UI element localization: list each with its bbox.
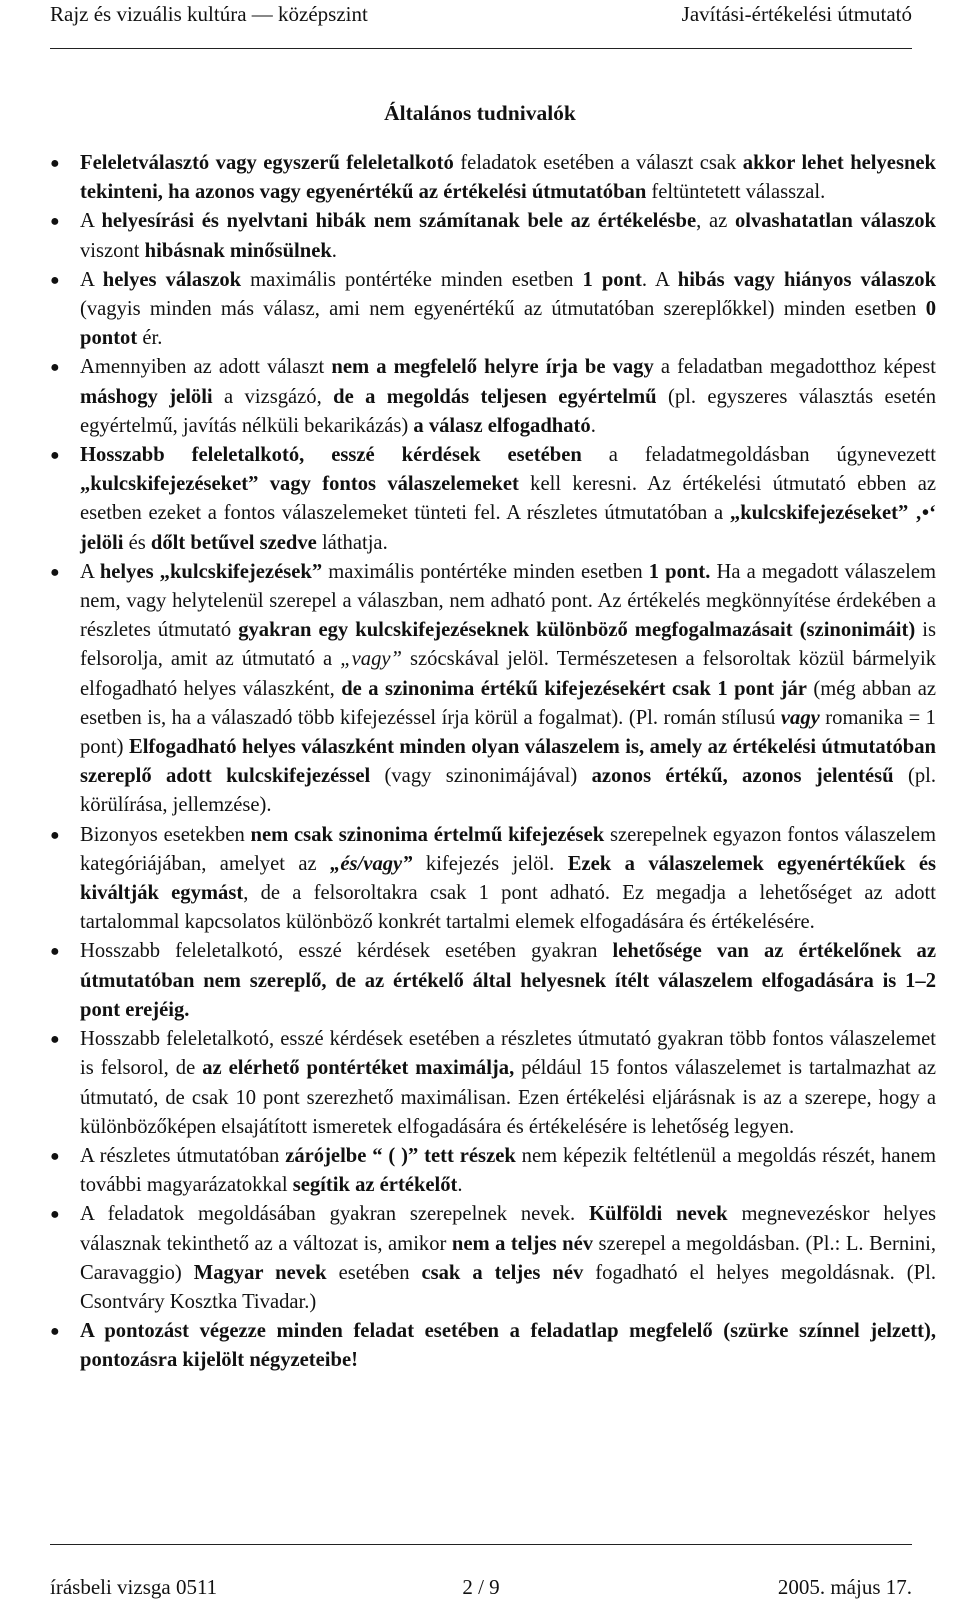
list-item-text: viszont	[80, 239, 145, 262]
list-item-text: Ezek a válaszelemek egyenértékűek és kiváltják egymást	[80, 852, 936, 905]
list-item-text: vagy	[780, 706, 820, 729]
list-item-text: ‚•‘	[915, 502, 936, 525]
list-item-text: .	[457, 1174, 463, 1197]
list-item-text: (még abban az esetben is, ha a válaszadó több kifejezéssel írja körül a fogalmat). (Pl. román stílusú	[80, 677, 936, 729]
list-item-text: szerepel a megoldásban. (Pl.: L. Bernini, Caravaggio)	[80, 1232, 936, 1284]
list-item-text: a feladatmegoldásban úgynevezett	[581, 444, 936, 467]
list-item-text: máshogy jelöli	[80, 385, 213, 408]
list-item	[50, 821, 936, 938]
bullet-icon: ●	[50, 563, 60, 581]
header-subject: Rajz és vizuális kultúra — középszint	[50, 2, 368, 26]
list-item-text: azonos értékű, azonos jelentésű	[591, 765, 894, 788]
list-item-text: (pl. egyszeres választás esetén egyértelmű, javítás nélküli bekarikázás)	[80, 385, 936, 437]
list-item-text: csak a teljes név	[421, 1261, 584, 1284]
list-item-text: A	[80, 268, 103, 291]
list-item-text: 0 pontot	[80, 298, 936, 350]
list-item	[50, 149, 936, 207]
list-item-text: Hosszabb feleletalkotó, esszé kérdések esetében	[80, 444, 582, 467]
list-item-text: .	[331, 239, 337, 262]
list-item	[50, 1317, 936, 1375]
footer-date: 2005. május 17.	[777, 1575, 912, 1599]
list-item-text: „kulcskifejezéseket”	[729, 502, 909, 525]
list-item-text: fogadható el helyes megoldásnak. (Pl. Csontváry Kosztka Tivadar.)	[80, 1261, 936, 1313]
list-item-text: helyes „kulcskifejezések”	[99, 560, 323, 583]
list-item-text: Elfogadható helyes válaszként minden olyan válaszelem is, amely az értékelési útmutatóban szereplő adott kulcskifejezéssel	[80, 736, 936, 788]
header-doc-type: Javítási-értékelési útmutató	[681, 2, 912, 26]
list-item-text: de a szinonima értékű kifejezésekért csak 1 pont jár	[341, 677, 807, 700]
bullet-icon: ●	[50, 359, 60, 377]
list-item-text: . A	[641, 268, 678, 291]
footer-exam-code: írásbeli vizsga 0511	[50, 1575, 218, 1599]
list-item-text: szerepelnek egyazon fontos válaszelem kategóriájában, amelyet az	[80, 823, 936, 875]
list-item-text: helyesírási és nyelvtani hibák nem számítanak bele az értékelésbe	[101, 210, 697, 233]
list-item-text: nem a megfelelő helyre írja be vagy	[331, 356, 654, 379]
list-item	[50, 1200, 936, 1317]
instruction-list	[50, 149, 936, 1376]
page-title: Általános tudnivalók	[384, 101, 576, 125]
bullet-icon: ●	[50, 826, 60, 844]
list-item-text: A	[80, 210, 102, 233]
list-item-text: az elérhető pontértéket maximálja,	[202, 1057, 515, 1080]
list-item-text: maximális pontértéke minden esetben	[241, 268, 583, 291]
list-item-text: A	[80, 560, 100, 583]
list-item-text: gyakran egy kulcskifejezéseknek különböző megfogalmazásait (szinonimáit)	[238, 619, 916, 642]
list-item-text: de a megoldás teljesen egyértelmű	[333, 385, 657, 408]
list-item-text: hibás vagy hiányos válaszok	[677, 268, 937, 291]
list-item-text: megnevezéskor helyes válasznak tekinthető az a változat is, amikor	[80, 1203, 936, 1255]
list-item	[50, 558, 936, 821]
list-item-text: romanika = 1 pont)	[80, 706, 936, 759]
list-item	[50, 937, 936, 1025]
bullet-icon: ●	[50, 213, 60, 231]
list-item-text: nem csak szinonima értelmű kifejezések	[250, 823, 605, 846]
bullet-icon: ●	[50, 271, 60, 289]
list-item-text: Külföldi nevek	[589, 1203, 728, 1226]
list-item	[50, 353, 936, 441]
list-item-text: segítik az értékelőt	[292, 1174, 458, 1197]
list-item-text: feladatok esetében a választ csak	[453, 152, 743, 174]
list-item	[50, 266, 936, 354]
list-item	[50, 441, 936, 558]
bullet-icon: ●	[50, 155, 60, 172]
list-item	[50, 1142, 936, 1200]
list-item-text: a válasz elfogadható	[413, 414, 591, 437]
bullet-icon: ●	[50, 447, 60, 465]
list-item-text: 1 pont	[582, 268, 642, 291]
bullet-icon: ●	[50, 1147, 60, 1165]
list-item-text: és	[123, 531, 151, 554]
list-item-text: „és/vagy”	[330, 852, 413, 875]
bullet-icon: ●	[50, 1031, 60, 1049]
list-item-text: Ha a megadott válaszelem nem, vagy helytelenül szerepel a válaszban, nem adható pont. Az értékelés megkönnyítése érdekében a részletes útmutató	[80, 560, 937, 642]
page-header	[50, 2, 912, 49]
list-item-text: Bizonyos esetekben	[80, 823, 251, 846]
bullet-icon: ●	[50, 1206, 60, 1224]
list-item-text: „vagy”	[340, 648, 402, 671]
footer-page-number: 2 / 9	[462, 1575, 500, 1599]
list-item-text: ér.	[137, 327, 163, 350]
list-item-text: lehetősége van az értékelőnek az útmutatóban nem szereplő, de az értékelő által helyesnek ítélt válaszelem elfogadására is 1–2 pont erejéig.	[80, 940, 936, 1021]
list-item-text: A pontozást végezze minden feladat esetében a feladatlap megfelelő (szürke színnel jelzett), pontozásra kijelölt négyzeteibe!	[80, 1320, 936, 1372]
list-item-text: a feladatban megadotthoz képest	[653, 356, 936, 379]
list-item-text: A részletes útmutatóban	[80, 1144, 286, 1167]
list-item-text: Amennyiben az adott választ	[80, 356, 332, 379]
list-item-text: , az	[696, 210, 735, 233]
list-item-text: nem a teljes név	[451, 1232, 594, 1255]
list-item-text: maximális pontértéke minden esetben	[322, 560, 649, 583]
list-item-text: olvashatatlan válaszok	[734, 210, 937, 233]
list-item-text: zárójelbe “ ( )” tett részek	[285, 1144, 516, 1167]
list-item-text: A feladatok megoldásában gyakran szerepelnek nevek.	[80, 1203, 590, 1226]
list-item-text: akkor lehet helyesnek tekinteni, ha azonos vagy egyenértékű az értékelési útmutatóban	[80, 152, 937, 204]
list-item-text: helyes válaszok	[102, 268, 242, 291]
list-item-text: hibásnak minősülnek	[144, 239, 332, 262]
list-item-text: a vizsgázó,	[212, 385, 334, 408]
list-item-text: jelöli	[80, 531, 124, 554]
page-footer	[50, 1544, 912, 1610]
list-item-text: (vagy szinonimájával)	[370, 765, 592, 788]
list-item-text: is felsorolja, amit az útmutató a	[80, 619, 937, 671]
list-item-text: (pl. körülírása, jellemzése).	[80, 765, 936, 817]
list-item-text: .	[590, 414, 596, 437]
bullet-icon: ●	[50, 1323, 60, 1341]
list-item-text: 1 pont.	[648, 560, 711, 583]
list-item-text: feltüntetett válasszal.	[646, 181, 826, 204]
list-item-text: láthatja.	[316, 531, 388, 554]
list-item	[50, 207, 936, 265]
list-item-text: például 15 fontos válaszelemet is tartalmazhat az útmutató, de csak 10 pont szerezhető maximálisan. Ezen értékelési eljárásnak is az a szerepe, hogy a különbözőképen elsajátított ismeretek elfogadására és értékelésére is lehetőség legyen.	[80, 1057, 936, 1138]
list-item-text: Hosszabb feleletalkotó, esszé kérdések esetében a részletes útmutató gyakran több fontos válaszelemet is felsorol, de	[80, 1028, 936, 1080]
list-item-text: Magyar nevek	[193, 1261, 327, 1284]
list-item-text: (vagyis minden más válasz, ami nem egyenértékű az útmutatóban szereplőkkel) minden esetben	[80, 298, 926, 321]
list-item-text: nem képezik feltétlenül a megoldás részét, hanem további magyarázatokkal	[80, 1144, 937, 1197]
list-item-text: dőlt betűvel szedve	[150, 531, 317, 554]
list-item-text: Hosszabb feleletalkotó, esszé kérdések esetében gyakran	[80, 940, 613, 963]
list-item	[50, 1025, 936, 1142]
list-item-text: kell keresni. Az értékelési útmutató ebben az esetben ezeket a fontos válaszelemeket tünteti fel. A részletes útmutatóban a	[80, 473, 936, 525]
list-item-text: szócskával jelöl. Természetesen a felsoroltak közül bármelyik elfogadható helyes válaszként,	[80, 648, 936, 700]
bullet-icon: ●	[50, 943, 60, 961]
list-item-text: Feleletválasztó vagy egyszerű feleletalkotó	[80, 152, 454, 174]
list-item-text: , de a felsoroltakra csak 1 pont adható. Ez megadja a lehetőséget az adott tartalommal kapcsolatos különböző konkrét tartalmi elemek elfogadására és értékelésére.	[80, 882, 936, 934]
list-item-text: esetében	[326, 1261, 422, 1284]
list-item-text: „kulcskifejezéseket” vagy fontos válaszelemeket	[80, 473, 519, 496]
list-item-text: kifejezés jelöl.	[412, 852, 568, 875]
